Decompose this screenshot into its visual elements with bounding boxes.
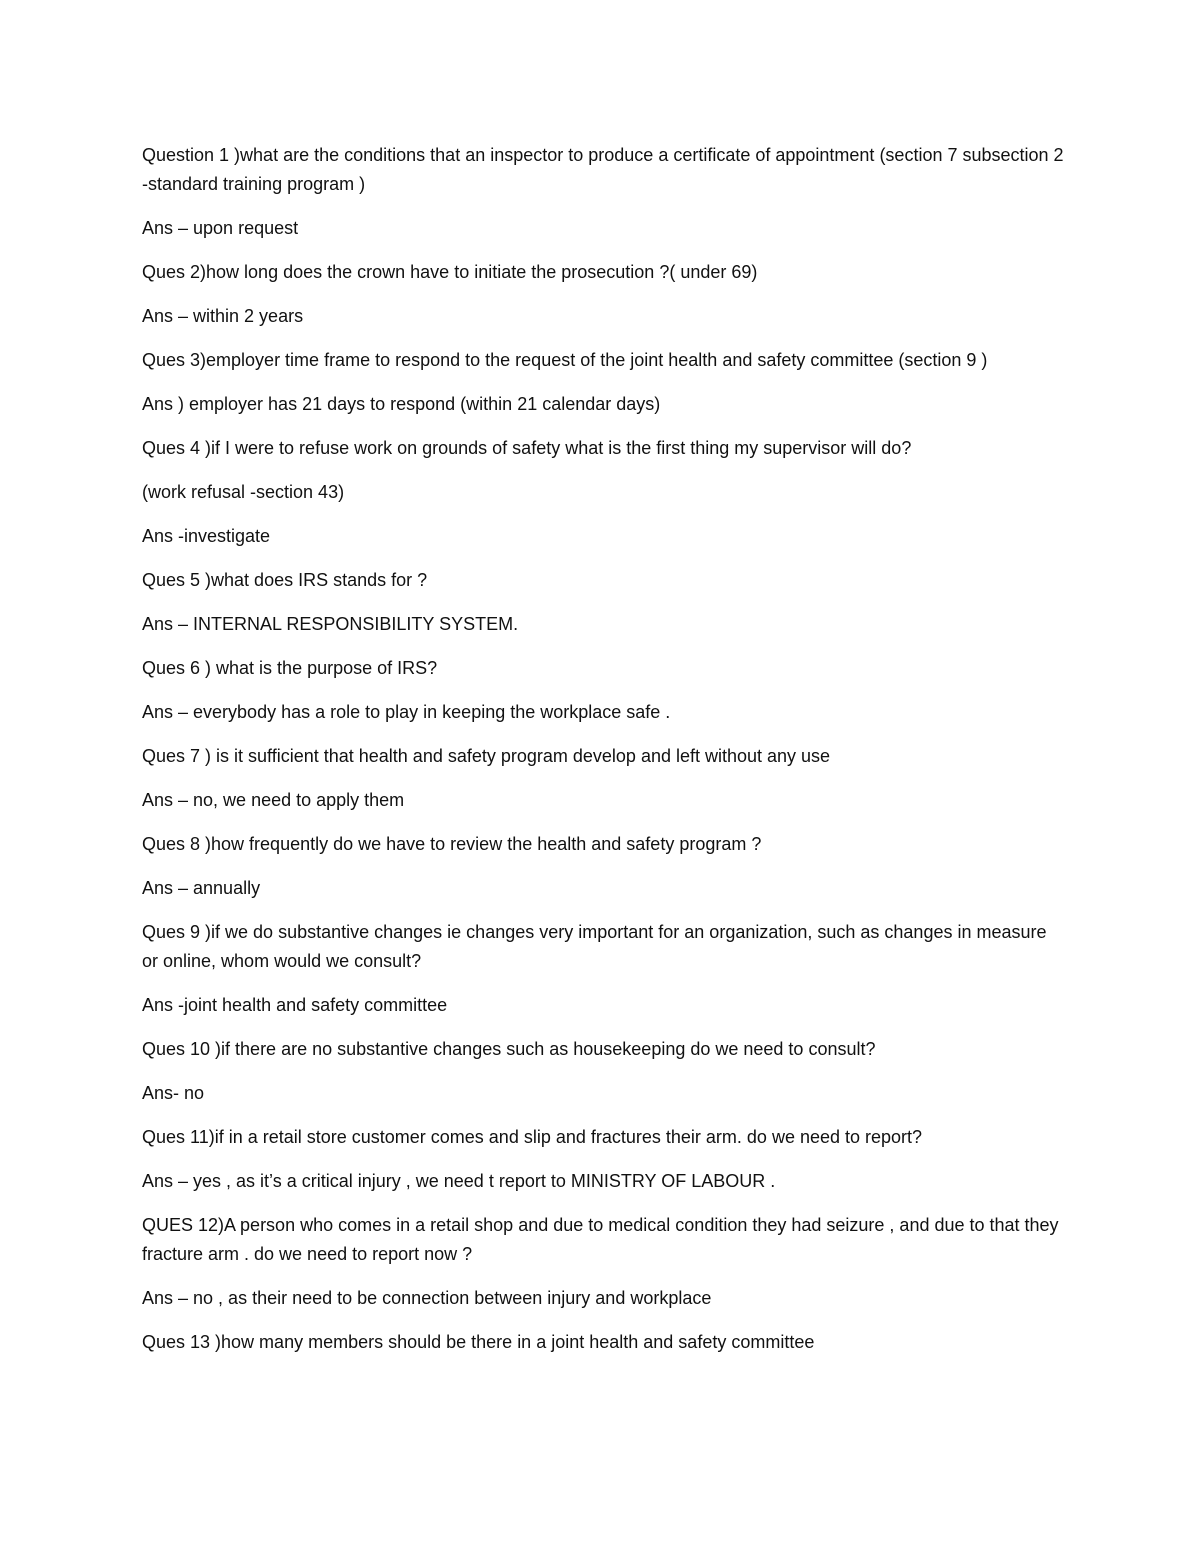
answer-3: Ans ) employer has 21 days to respond (within 21 calendar days) <box>142 394 661 414</box>
answer-8: Ans – annually <box>142 878 261 898</box>
answer-9: Ans -joint health and safety committee <box>142 995 448 1015</box>
answer-7: Ans – no, we need to apply them <box>142 790 405 810</box>
question-10: Ques 10 )if there are no substantive changes such as housekeeping do we need to consult? <box>142 1039 876 1059</box>
question-6: Ques 6 ) what is the purpose of IRS? <box>142 658 438 678</box>
question-1: Question 1 )what are the conditions that an inspector to produce a certificate of appointment (section 7 subsection 2 -standard training program ) <box>142 145 1064 194</box>
question-11: Ques 11)if in a retail store customer comes and slip and fractures their arm. do we need to report? <box>142 1127 923 1147</box>
answer-2: Ans – within 2 years <box>142 306 304 326</box>
question-12: QUES 12)A person who comes in a retail shop and due to medical condition they had seizure , and due to that they fracture arm . do we need to report now ? <box>142 1215 1059 1264</box>
question-8: Ques 8 )how frequently do we have to review the health and safety program ? <box>142 834 762 854</box>
answer-5: Ans – INTERNAL RESPONSIBILITY SYSTEM. <box>142 614 519 634</box>
answer-6: Ans – everybody has a role to play in keeping the workplace safe . <box>142 702 671 722</box>
document-body <box>142 141 1067 1372</box>
answer-10: Ans- no <box>142 1083 205 1103</box>
question-9: Ques 9 )if we do substantive changes ie changes very important for an organization, such as changes in measure or online, whom would we consult? <box>142 922 1047 971</box>
question-7: Ques 7 ) is it sufficient that health and safety program develop and left without any use <box>142 746 831 766</box>
question-3: Ques 3)employer time frame to respond to the request of the joint health and safety committee (section 9 ) <box>142 350 988 370</box>
question-4: Ques 4 )if I were to refuse work on grounds of safety what is the first thing my supervisor will do? <box>142 438 912 458</box>
question-13: Ques 13 )how many members should be there in a joint health and safety committee <box>142 1332 815 1352</box>
question-2: Ques 2)how long does the crown have to initiate the prosecution ?( under 69) <box>142 262 758 282</box>
answer-12: Ans – no , as their need to be connection between injury and workplace <box>142 1288 712 1308</box>
answer-4: Ans -investigate <box>142 526 271 546</box>
answer-1: Ans – upon request <box>142 218 299 238</box>
answer-11: Ans – yes , as it’s a critical injury , we need t report to MINISTRY OF LABOUR . <box>142 1171 776 1191</box>
question-5: Ques 5 )what does IRS stands for ? <box>142 570 428 590</box>
question-4-note: (work refusal -section 43) <box>142 482 345 502</box>
